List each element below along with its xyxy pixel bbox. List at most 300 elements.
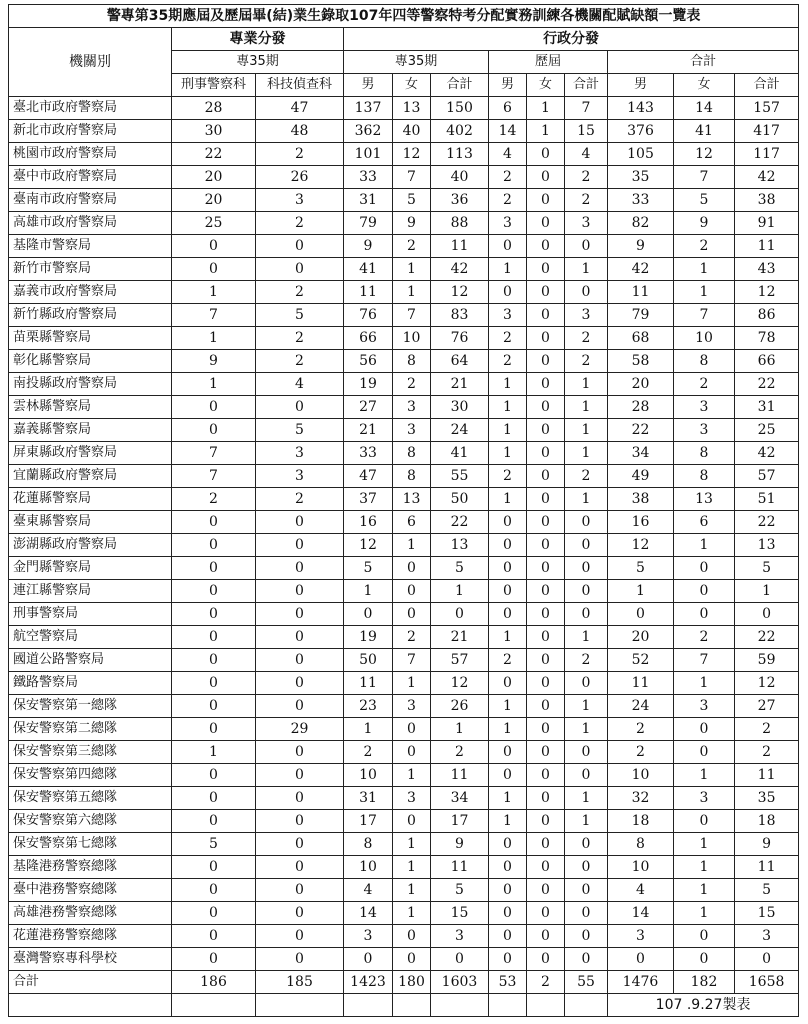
value-cell: 9: [431, 833, 489, 856]
value-cell: 2: [489, 465, 527, 488]
value-cell: 21: [431, 373, 489, 396]
value-cell: 4: [256, 373, 344, 396]
value-cell: 78: [735, 327, 799, 350]
value-cell: 1: [489, 810, 527, 833]
value-cell: 1: [489, 373, 527, 396]
agency-name-cell: 苗栗縣警察局: [9, 327, 172, 350]
value-cell: 0: [393, 580, 431, 603]
value-cell: 7: [172, 304, 256, 327]
agency-name-cell: 保安警察第六總隊: [9, 810, 172, 833]
agency-name-cell: 保安警察第七總隊: [9, 833, 172, 856]
agency-name-cell: 刑事警察局: [9, 603, 172, 626]
value-cell: 3: [393, 419, 431, 442]
value-cell: 1: [674, 856, 735, 879]
value-cell: 12: [608, 534, 674, 557]
value-cell: 52: [608, 649, 674, 672]
value-cell: 1423: [344, 971, 393, 994]
value-cell: 0: [565, 235, 608, 258]
value-cell: 2: [393, 235, 431, 258]
male-header: 男: [489, 74, 527, 97]
value-cell: 11: [735, 856, 799, 879]
value-cell: 1: [393, 879, 431, 902]
value-cell: 1: [393, 902, 431, 925]
value-cell: 7: [393, 166, 431, 189]
value-cell: 0: [256, 626, 344, 649]
value-cell: 185: [256, 971, 344, 994]
value-cell: 0: [256, 258, 344, 281]
value-cell: 9: [735, 833, 799, 856]
table-row: [9, 718, 799, 741]
table-row: [9, 856, 799, 879]
value-cell: 157: [735, 97, 799, 120]
value-cell: 43: [735, 258, 799, 281]
value-cell: 0: [565, 948, 608, 971]
value-cell: 5: [431, 879, 489, 902]
table-row: [9, 879, 799, 902]
agency-name-cell: 彰化縣警察局: [9, 350, 172, 373]
value-cell: 1: [674, 534, 735, 557]
value-cell: 4: [608, 879, 674, 902]
value-cell: 2: [565, 166, 608, 189]
value-cell: 10: [344, 764, 393, 787]
value-cell: 0: [674, 741, 735, 764]
subtotal-header: 合計: [431, 74, 489, 97]
value-cell: 0: [172, 258, 256, 281]
value-cell: 0: [565, 534, 608, 557]
value-cell: 4: [565, 143, 608, 166]
value-cell: 101: [344, 143, 393, 166]
value-cell: 55: [565, 971, 608, 994]
value-cell: 0: [256, 534, 344, 557]
admin-previous-header: 歷屆: [489, 51, 608, 74]
value-cell: 22: [431, 511, 489, 534]
table-row: [9, 603, 799, 626]
value-cell: 0: [172, 603, 256, 626]
table-row: [9, 672, 799, 695]
value-cell: 0: [256, 833, 344, 856]
value-cell: 2: [489, 189, 527, 212]
value-cell: 0: [489, 833, 527, 856]
table-row: [9, 810, 799, 833]
value-cell: 1: [674, 833, 735, 856]
value-cell: 5: [608, 557, 674, 580]
agency-name-cell: 新竹市警察局: [9, 258, 172, 281]
value-cell: 0: [256, 925, 344, 948]
table-row: [9, 580, 799, 603]
value-cell: 0: [256, 741, 344, 764]
value-cell: 0: [172, 649, 256, 672]
value-cell: 1: [527, 120, 565, 143]
value-cell: 33: [344, 166, 393, 189]
value-cell: 88: [431, 212, 489, 235]
value-cell: 0: [527, 143, 565, 166]
value-cell: 7: [172, 465, 256, 488]
value-cell: 1603: [431, 971, 489, 994]
value-cell: 2: [565, 465, 608, 488]
value-cell: 0: [674, 603, 735, 626]
value-cell: 0: [565, 879, 608, 902]
value-cell: 3: [393, 787, 431, 810]
value-cell: 0: [565, 557, 608, 580]
value-cell: 376: [608, 120, 674, 143]
value-cell: 1: [565, 695, 608, 718]
agency-name-cell: 保安警察第五總隊: [9, 787, 172, 810]
value-cell: 47: [256, 97, 344, 120]
value-cell: 0: [172, 879, 256, 902]
value-cell: 23: [344, 695, 393, 718]
agency-name-cell: 嘉義縣警察局: [9, 419, 172, 442]
value-cell: 3: [608, 925, 674, 948]
value-cell: 8: [674, 465, 735, 488]
value-cell: 37: [344, 488, 393, 511]
subtotal-header: 合計: [565, 74, 608, 97]
value-cell: 4: [344, 879, 393, 902]
value-cell: 41: [431, 442, 489, 465]
value-cell: 0: [674, 557, 735, 580]
value-cell: 22: [735, 511, 799, 534]
value-cell: 40: [431, 166, 489, 189]
value-cell: 0: [565, 511, 608, 534]
value-cell: 30: [431, 396, 489, 419]
value-cell: 31: [344, 787, 393, 810]
value-cell: 1: [489, 626, 527, 649]
value-cell: 9: [608, 235, 674, 258]
value-cell: 0: [527, 281, 565, 304]
table-title: 警專第35期應屆及歷屆畢(結)業生錄取107年四等警察特考分配實務訓練各機關配賦缺額一覽表: [9, 5, 799, 28]
value-cell: 12: [393, 143, 431, 166]
value-cell: 24: [608, 695, 674, 718]
value-cell: 18: [608, 810, 674, 833]
table-row: [9, 235, 799, 258]
value-cell: 24: [431, 419, 489, 442]
table-body: [9, 97, 799, 994]
agency-name-cell: 花蓮縣警察局: [9, 488, 172, 511]
value-cell: 28: [608, 396, 674, 419]
value-cell: 29: [256, 718, 344, 741]
value-cell: 0: [172, 695, 256, 718]
value-cell: 6: [393, 511, 431, 534]
table-row: [9, 488, 799, 511]
value-cell: 25: [735, 419, 799, 442]
value-cell: 1: [393, 281, 431, 304]
table-row: [9, 396, 799, 419]
footer-blank-cell: [344, 994, 393, 1017]
value-cell: 27: [344, 396, 393, 419]
value-cell: 0: [565, 580, 608, 603]
agency-name-cell: 澎湖縣政府警察局: [9, 534, 172, 557]
value-cell: 1: [393, 672, 431, 695]
value-cell: 2: [489, 327, 527, 350]
value-cell: 1: [489, 419, 527, 442]
table-row: [9, 120, 799, 143]
table-row: [9, 626, 799, 649]
value-cell: 0: [527, 902, 565, 925]
value-cell: 1: [565, 442, 608, 465]
value-cell: 55: [431, 465, 489, 488]
table-row: [9, 281, 799, 304]
value-cell: 2: [489, 649, 527, 672]
female-header: 女: [527, 74, 565, 97]
value-cell: 3: [674, 419, 735, 442]
value-cell: 0: [393, 925, 431, 948]
value-cell: 1: [674, 258, 735, 281]
value-cell: 16: [344, 511, 393, 534]
value-cell: 0: [674, 718, 735, 741]
value-cell: 0: [565, 764, 608, 787]
value-cell: 0: [256, 695, 344, 718]
table-row: [9, 764, 799, 787]
value-cell: 7: [565, 97, 608, 120]
value-cell: 0: [393, 810, 431, 833]
value-cell: 402: [431, 120, 489, 143]
value-cell: 10: [674, 327, 735, 350]
value-cell: 0: [527, 879, 565, 902]
value-cell: 34: [431, 787, 489, 810]
agency-name-cell: 雲林縣警察局: [9, 396, 172, 419]
male-header: 男: [608, 74, 674, 97]
agency-name-cell: 臺南市政府警察局: [9, 189, 172, 212]
value-cell: 2: [256, 488, 344, 511]
value-cell: 0: [527, 534, 565, 557]
agency-name-cell: 航空警察局: [9, 626, 172, 649]
value-cell: 143: [608, 97, 674, 120]
value-cell: 12: [674, 143, 735, 166]
value-cell: 5: [172, 833, 256, 856]
value-cell: 0: [527, 212, 565, 235]
value-cell: 86: [735, 304, 799, 327]
value-cell: 0: [489, 235, 527, 258]
value-cell: 1: [172, 373, 256, 396]
value-cell: 0: [527, 166, 565, 189]
table-row: [9, 304, 799, 327]
value-cell: 83: [431, 304, 489, 327]
professional-assignment-header: 專業分發: [172, 28, 344, 51]
value-cell: 12: [735, 281, 799, 304]
value-cell: 0: [489, 948, 527, 971]
footer-blank-cell: [393, 994, 431, 1017]
value-cell: 9: [344, 235, 393, 258]
value-cell: 21: [431, 626, 489, 649]
professional-period-header: 專35期: [172, 51, 344, 74]
value-cell: 0: [489, 281, 527, 304]
value-cell: 30: [172, 120, 256, 143]
value-cell: 137: [344, 97, 393, 120]
value-cell: 11: [608, 281, 674, 304]
value-cell: 3: [735, 925, 799, 948]
criminal-police-header: 刑事警察科: [172, 74, 256, 97]
value-cell: 2: [735, 718, 799, 741]
value-cell: 91: [735, 212, 799, 235]
value-cell: 0: [489, 580, 527, 603]
table-row: [9, 258, 799, 281]
value-cell: 3: [489, 212, 527, 235]
agency-name-cell: 保安警察第四總隊: [9, 764, 172, 787]
value-cell: 0: [565, 856, 608, 879]
value-cell: 59: [735, 649, 799, 672]
value-cell: 57: [431, 649, 489, 672]
value-cell: 1: [527, 97, 565, 120]
value-cell: 0: [527, 327, 565, 350]
value-cell: 31: [344, 189, 393, 212]
value-cell: 0: [393, 557, 431, 580]
value-cell: 5: [735, 557, 799, 580]
value-cell: 2: [256, 212, 344, 235]
value-cell: 3: [393, 695, 431, 718]
value-cell: 12: [344, 534, 393, 557]
value-cell: 5: [735, 879, 799, 902]
value-cell: 12: [431, 281, 489, 304]
value-cell: 0: [172, 787, 256, 810]
value-cell: 362: [344, 120, 393, 143]
agency-name-cell: 高雄市政府警察局: [9, 212, 172, 235]
value-cell: 1: [344, 718, 393, 741]
value-cell: 3: [393, 396, 431, 419]
agency-name-cell: 桃園市政府警察局: [9, 143, 172, 166]
value-cell: 1: [393, 833, 431, 856]
value-cell: 1: [735, 580, 799, 603]
agency-name-cell: 基隆港務警察總隊: [9, 856, 172, 879]
value-cell: 5: [344, 557, 393, 580]
value-cell: 34: [608, 442, 674, 465]
value-cell: 8: [344, 833, 393, 856]
value-cell: 1: [172, 327, 256, 350]
agency-name-cell: 合計: [9, 971, 172, 994]
value-cell: 1: [489, 258, 527, 281]
value-cell: 3: [256, 442, 344, 465]
value-cell: 0: [527, 718, 565, 741]
value-cell: 13: [393, 97, 431, 120]
value-cell: 0: [608, 948, 674, 971]
value-cell: 19: [344, 626, 393, 649]
value-cell: 0: [489, 902, 527, 925]
value-cell: 14: [344, 902, 393, 925]
table-row: [9, 442, 799, 465]
table-row: [9, 465, 799, 488]
value-cell: 7: [393, 649, 431, 672]
value-cell: 0: [256, 902, 344, 925]
value-cell: 20: [172, 166, 256, 189]
value-cell: 0: [393, 948, 431, 971]
value-cell: 22: [735, 373, 799, 396]
value-cell: 2: [489, 166, 527, 189]
value-cell: 2: [674, 235, 735, 258]
value-cell: 13: [393, 488, 431, 511]
value-cell: 76: [344, 304, 393, 327]
value-cell: 2: [674, 373, 735, 396]
value-cell: 105: [608, 143, 674, 166]
value-cell: 0: [172, 810, 256, 833]
footer-blank-cell: [565, 994, 608, 1017]
value-cell: 0: [565, 603, 608, 626]
agency-name-cell: 臺北市政府警察局: [9, 97, 172, 120]
value-cell: 0: [431, 948, 489, 971]
value-cell: 15: [735, 902, 799, 925]
value-cell: 2: [565, 189, 608, 212]
value-cell: 56: [344, 350, 393, 373]
admin-total-header: 合計: [608, 51, 799, 74]
value-cell: 180: [393, 971, 431, 994]
footer-blank-cell: [489, 994, 527, 1017]
value-cell: 2: [674, 626, 735, 649]
value-cell: 117: [735, 143, 799, 166]
allocation-table-document: [8, 4, 798, 1017]
value-cell: 22: [735, 626, 799, 649]
value-cell: 0: [527, 672, 565, 695]
value-cell: 2: [565, 350, 608, 373]
value-cell: 33: [608, 189, 674, 212]
agency-name-cell: 保安警察第一總隊: [9, 695, 172, 718]
value-cell: 58: [608, 350, 674, 373]
value-cell: 2: [256, 350, 344, 373]
value-cell: 20: [608, 373, 674, 396]
agency-name-cell: 鐵路警察局: [9, 672, 172, 695]
value-cell: 42: [735, 166, 799, 189]
value-cell: 0: [256, 511, 344, 534]
value-cell: 1: [608, 580, 674, 603]
value-cell: 0: [431, 603, 489, 626]
table-row: [9, 143, 799, 166]
value-cell: 1: [489, 488, 527, 511]
value-cell: 2: [393, 626, 431, 649]
value-cell: 0: [172, 948, 256, 971]
value-cell: 0: [489, 511, 527, 534]
agency-name-cell: 宜蘭縣政府警察局: [9, 465, 172, 488]
value-cell: 28: [172, 97, 256, 120]
value-cell: 50: [344, 649, 393, 672]
value-cell: 1: [674, 902, 735, 925]
table-row: [9, 833, 799, 856]
value-cell: 0: [172, 626, 256, 649]
value-cell: 0: [527, 695, 565, 718]
value-cell: 0: [256, 580, 344, 603]
value-cell: 12: [735, 672, 799, 695]
value-cell: 0: [527, 626, 565, 649]
value-cell: 2: [431, 741, 489, 764]
value-cell: 1: [489, 718, 527, 741]
value-cell: 0: [172, 902, 256, 925]
value-cell: 2: [344, 741, 393, 764]
value-cell: 0: [172, 511, 256, 534]
table-row: [9, 511, 799, 534]
value-cell: 18: [735, 810, 799, 833]
value-cell: 22: [172, 143, 256, 166]
value-cell: 0: [527, 603, 565, 626]
agency-name-cell: 臺中市政府警察局: [9, 166, 172, 189]
value-cell: 1: [674, 281, 735, 304]
agency-name-cell: 高雄港務警察總隊: [9, 902, 172, 925]
value-cell: 1: [344, 580, 393, 603]
value-cell: 38: [735, 189, 799, 212]
value-cell: 0: [172, 235, 256, 258]
value-cell: 32: [608, 787, 674, 810]
value-cell: 0: [344, 948, 393, 971]
allocation-table: [8, 4, 799, 1017]
agency-name-cell: 花蓮港務警察總隊: [9, 925, 172, 948]
value-cell: 13: [735, 534, 799, 557]
value-cell: 76: [431, 327, 489, 350]
value-cell: 26: [431, 695, 489, 718]
value-cell: 2: [608, 718, 674, 741]
value-cell: 1: [565, 373, 608, 396]
value-cell: 1: [393, 258, 431, 281]
male-header: 男: [344, 74, 393, 97]
value-cell: 17: [431, 810, 489, 833]
value-cell: 9: [393, 212, 431, 235]
value-cell: 20: [608, 626, 674, 649]
value-cell: 3: [565, 304, 608, 327]
value-cell: 0: [527, 925, 565, 948]
value-cell: 3: [674, 787, 735, 810]
